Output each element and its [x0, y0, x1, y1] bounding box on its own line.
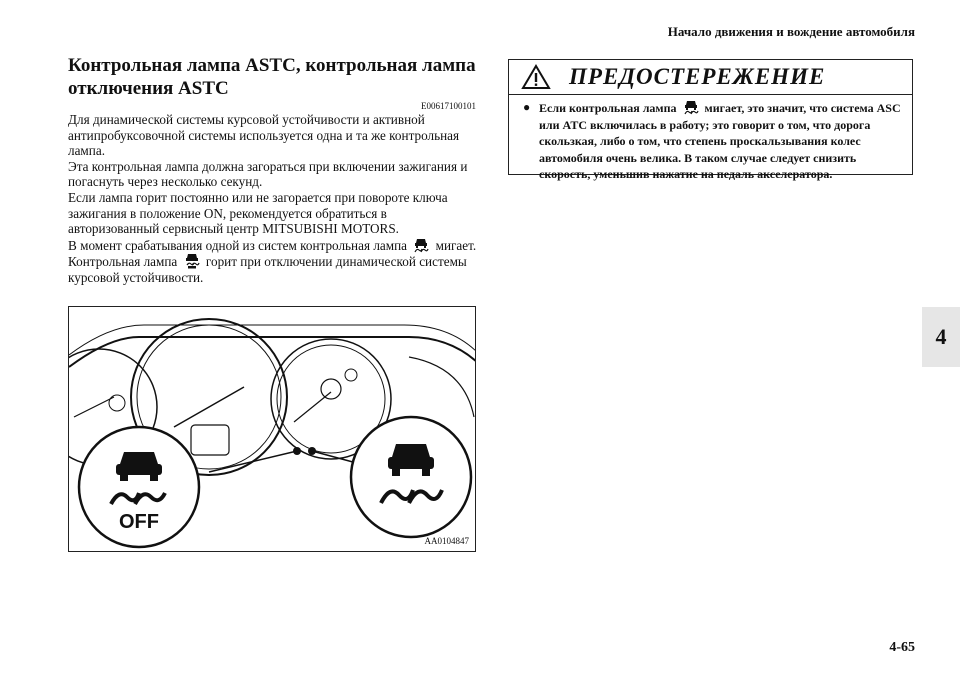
astc-warning-icon: [682, 99, 700, 115]
paragraph-3: Если лампа горит постоянно или не загорается при повороте ключа зажигания в положение ON, рекомендуется обратиться в авторизованный сервисный центр MITSUBISHI MOTORS.: [68, 189, 448, 237]
paragraph-5: [68, 253, 480, 285]
chapter-tab: 4: [922, 307, 960, 367]
astc-warning-icon: [412, 237, 430, 253]
header-title: Начало движения и вождение автомобиля: [667, 24, 915, 39]
paragraph-4: [68, 237, 480, 254]
paragraph-4-after: мигает.: [435, 237, 477, 253]
figure-code: AA0104847: [424, 536, 469, 546]
warning-box: [508, 59, 913, 181]
section-title: Контрольная лампа ASTC, контрольная лампа отключения ASTC: [68, 55, 476, 99]
warning-bullet: ●: [523, 100, 531, 114]
body-text: [68, 112, 480, 286]
dashboard-figure: [68, 306, 476, 552]
warning-body: [509, 95, 912, 183]
paragraph-4-before: В момент срабатывания одной из систем контрольная лампа: [68, 237, 408, 253]
section-code: E00617100101: [421, 101, 476, 111]
paragraph-1: Для динамической системы курсовой устойчивости и активной антипробуксовочной системы используется одна и та же контрольная лампа.: [68, 112, 460, 159]
paragraph-5-after: горит при отключении динамической системы курсовой устойчивости.: [68, 254, 467, 285]
warning-text-after: мигает, это значит, что система ASC или ATC включилась в работу; это говорит о том, что дорога скользкая, либо о том, что степень проскальзывания колес автомобиля очень велика. В таком случае следует снизить скорость, уменьшив нажатие на педаль акселератора.: [539, 101, 901, 181]
astc-off-icon: [183, 253, 201, 269]
off-label: OFF: [119, 511, 159, 533]
paragraph-2: Эта контрольная лампа должна загораться при включении зажигания и погаснуть через несколько секунд.: [68, 158, 468, 190]
warning-header: [509, 60, 912, 95]
astc-zoom: [351, 417, 471, 537]
warning-text-before: Если контрольная лампа: [539, 101, 677, 115]
warning-triangle-icon: [521, 64, 551, 90]
warning-title: ПРЕДОСТЕРЕЖЕНИЕ: [569, 64, 826, 89]
dashboard-illustration: [69, 307, 476, 552]
paragraph-5-before: Контрольная лампа: [68, 254, 178, 270]
page-number: 4-65: [889, 640, 915, 655]
